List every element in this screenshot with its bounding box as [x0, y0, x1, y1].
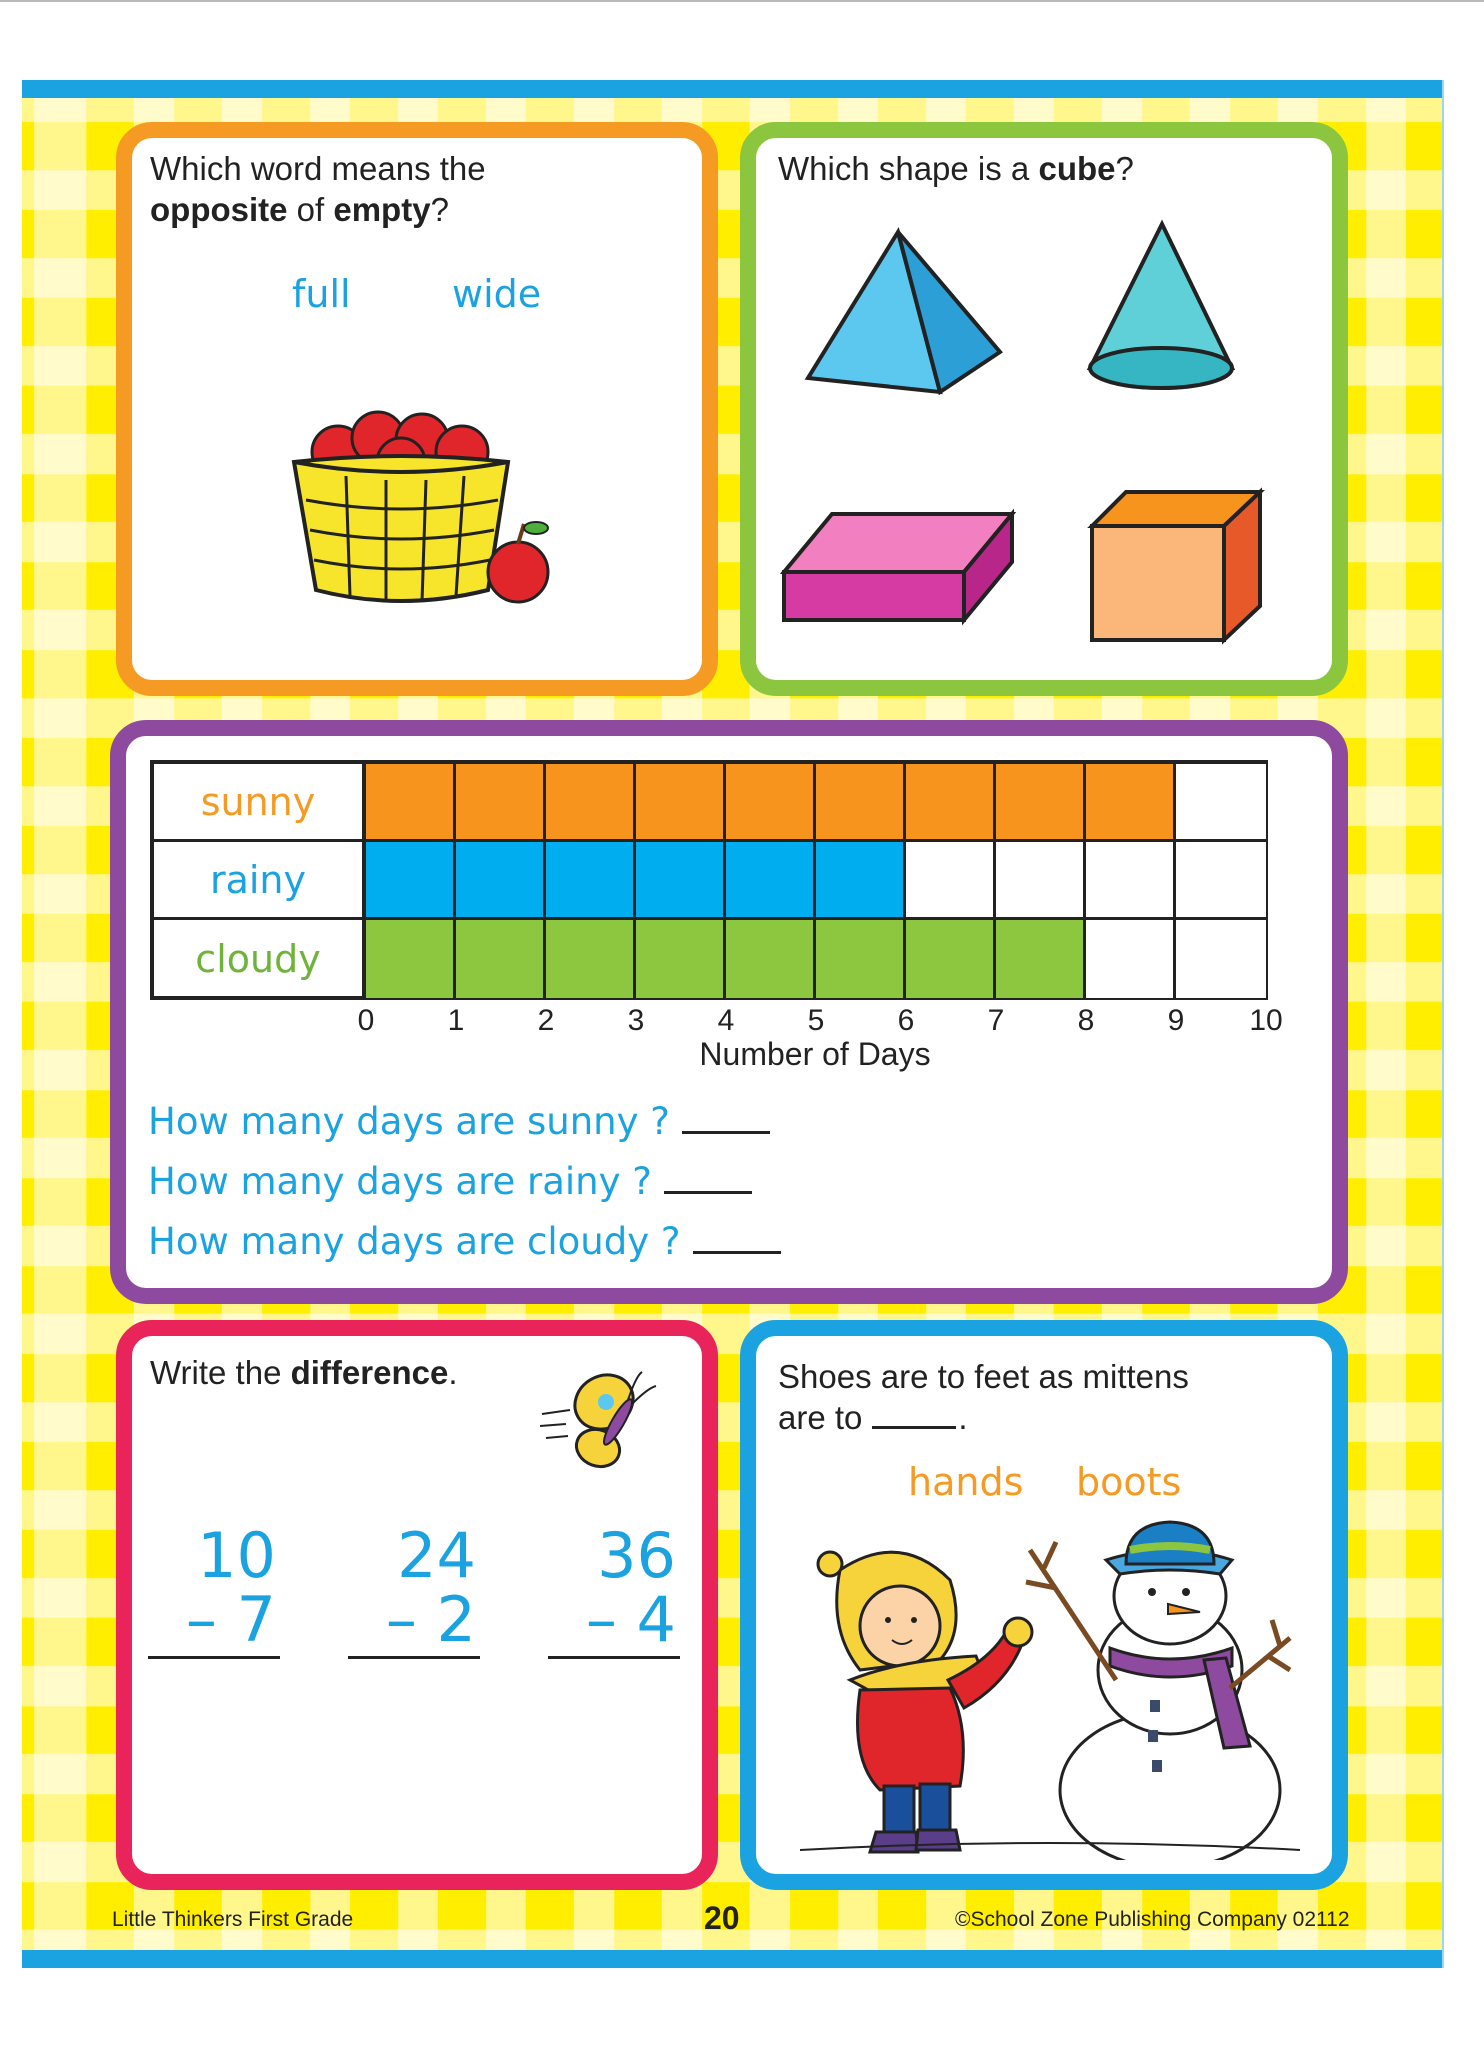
- opposite-bold-word: opposite: [150, 191, 288, 228]
- answer-line-1[interactable]: [148, 1656, 280, 1659]
- cube-shape[interactable]: [1086, 486, 1266, 646]
- graph-cell-rainy-7: [906, 842, 996, 917]
- graph-label-cloudy: cloudy: [154, 920, 366, 998]
- copyright: ©School Zone Publishing Company 02112: [955, 1908, 1350, 1931]
- graph-cell-rainy-4: [636, 842, 726, 917]
- answer-blank-cloudy[interactable]: [693, 1251, 781, 1254]
- graph-cell-rainy-6: [816, 842, 906, 917]
- apple-basket-icon: [286, 400, 566, 620]
- graph-row-sunny: [154, 764, 1264, 842]
- problem-3-bottom: – 4: [585, 1583, 676, 1656]
- graph-cell-cloudy-4: [636, 920, 726, 998]
- analogy-line1: Shoes are to feet as mittens: [778, 1358, 1189, 1395]
- pyramid-shape[interactable]: [800, 224, 1010, 404]
- graph-cell-cloudy-6: [816, 920, 906, 998]
- snowman: [1026, 1522, 1290, 1860]
- graph-cell-rainy-9: [1086, 842, 1176, 917]
- shape-question: [778, 148, 1134, 189]
- x-tick-label: 2: [537, 1004, 555, 1037]
- graph-cell-sunny-1: [366, 764, 456, 839]
- page-right-margin: [1442, 80, 1484, 1968]
- graph-row-rainy: [154, 842, 1264, 920]
- choice-boots[interactable]: boots: [1076, 1460, 1182, 1504]
- bottom-rule: [22, 1950, 1442, 1968]
- analogy-line2-end: .: [958, 1399, 968, 1436]
- graph-cell-cloudy-5: [726, 920, 816, 998]
- page-number: 20: [704, 1900, 740, 1936]
- answer-blank-rainy[interactable]: [664, 1191, 752, 1194]
- analogy-question: [778, 1356, 1189, 1438]
- question-rainy-text: How many days are rainy ?: [148, 1160, 652, 1203]
- difference-prefix: Write the: [150, 1354, 291, 1391]
- butterfly-icon: [536, 1362, 666, 1482]
- cube-bold-word: cube: [1038, 150, 1116, 187]
- difference-suffix: .: [448, 1354, 458, 1391]
- opposite-question-end: ?: [430, 191, 449, 228]
- x-tick-label: 3: [627, 1004, 645, 1037]
- question-cloudy: [148, 1220, 781, 1263]
- child-in-winter-clothes: [818, 1552, 1032, 1852]
- empty-bold-word: empty: [333, 191, 431, 228]
- answer-blank-sunny[interactable]: [682, 1131, 770, 1134]
- child-and-snowman-icon: [780, 1520, 1320, 1860]
- graph-label-sunny: sunny: [154, 764, 366, 839]
- problem-1-bottom: – 7: [185, 1583, 276, 1656]
- graph-cell-sunny-3: [546, 764, 636, 839]
- x-tick-label: 1: [447, 1004, 465, 1037]
- page-bottom-margin: [0, 1968, 1484, 2048]
- graph-cell-cloudy-8: [996, 920, 1086, 998]
- x-tick-label: 9: [1167, 1004, 1185, 1037]
- graph-cell-rainy-3: [546, 842, 636, 917]
- problem-3-top: 36: [597, 1519, 676, 1592]
- graph-cell-cloudy-7: [906, 920, 996, 998]
- x-tick-label: 0: [357, 1004, 375, 1037]
- graph-cell-rainy-5: [726, 842, 816, 917]
- graph-cell-cloudy-10: [1176, 920, 1266, 998]
- graph-label-rainy: rainy: [154, 842, 366, 917]
- difference-instruction: [150, 1352, 458, 1393]
- choice-full[interactable]: full: [292, 272, 351, 316]
- problem-2-bottom: – 2: [385, 1583, 476, 1656]
- problem-1: [148, 1519, 276, 1656]
- problem-1-top: 10: [197, 1519, 276, 1592]
- opposite-question-middle: of: [287, 191, 334, 228]
- graph-cell-sunny-5: [726, 764, 816, 839]
- answer-line-2[interactable]: [348, 1656, 480, 1659]
- x-tick-label: 8: [1077, 1004, 1095, 1037]
- shape-question-prefix: Which shape is a: [778, 150, 1039, 187]
- x-tick-label: 5: [807, 1004, 825, 1037]
- question-sunny: [148, 1100, 770, 1143]
- opposite-question: [150, 148, 486, 230]
- page-top-margin: [0, 0, 1484, 80]
- graph-row-cloudy: [154, 920, 1264, 998]
- graph-cell-sunny-2: [456, 764, 546, 839]
- problem-2: [348, 1519, 476, 1656]
- graph-cell-rainy-10: [1176, 842, 1266, 917]
- cone-shape[interactable]: [1080, 218, 1240, 394]
- question-cloudy-text: How many days are cloudy ?: [148, 1220, 681, 1263]
- x-tick-label: 6: [897, 1004, 915, 1037]
- problem-2-top: 24: [397, 1519, 476, 1592]
- graph-cell-rainy-8: [996, 842, 1086, 917]
- top-rule: [22, 80, 1442, 98]
- opposite-question-line1: Which word means the: [150, 150, 486, 187]
- x-tick-label: 7: [987, 1004, 1005, 1037]
- x-tick-label: 4: [717, 1004, 735, 1037]
- analogy-answer-blank[interactable]: [872, 1426, 956, 1429]
- graph-cell-cloudy-2: [456, 920, 546, 998]
- graph-cell-sunny-10: [1176, 764, 1266, 839]
- graph-cell-cloudy-3: [546, 920, 636, 998]
- answer-line-3[interactable]: [548, 1656, 680, 1659]
- graph-cell-sunny-8: [996, 764, 1086, 839]
- graph-cell-rainy-1: [366, 842, 456, 917]
- choice-hands[interactable]: hands: [908, 1460, 1024, 1504]
- difference-bold-word: difference: [290, 1354, 449, 1391]
- graph-cell-cloudy-1: [366, 920, 456, 998]
- picture-graph: [150, 760, 1268, 1000]
- graph-cell-rainy-2: [456, 842, 546, 917]
- rectangular-prism-shape[interactable]: [780, 500, 1020, 630]
- graph-cell-sunny-4: [636, 764, 726, 839]
- question-rainy: [148, 1160, 752, 1203]
- x-axis-label: Number of Days: [699, 1036, 931, 1072]
- graph-cell-sunny-7: [906, 764, 996, 839]
- question-sunny-text: How many days are sunny ?: [148, 1100, 670, 1143]
- choice-wide[interactable]: wide: [452, 272, 542, 316]
- analogy-line2: are to: [778, 1399, 863, 1436]
- book-title: Little Thinkers First Grade: [112, 1908, 354, 1931]
- problem-3: [548, 1519, 676, 1656]
- graph-cell-cloudy-9: [1086, 920, 1176, 998]
- graph-cell-sunny-6: [816, 764, 906, 839]
- shape-question-suffix: ?: [1115, 150, 1134, 187]
- graph-cell-sunny-9: [1086, 764, 1176, 839]
- x-tick-label: 10: [1249, 1004, 1283, 1037]
